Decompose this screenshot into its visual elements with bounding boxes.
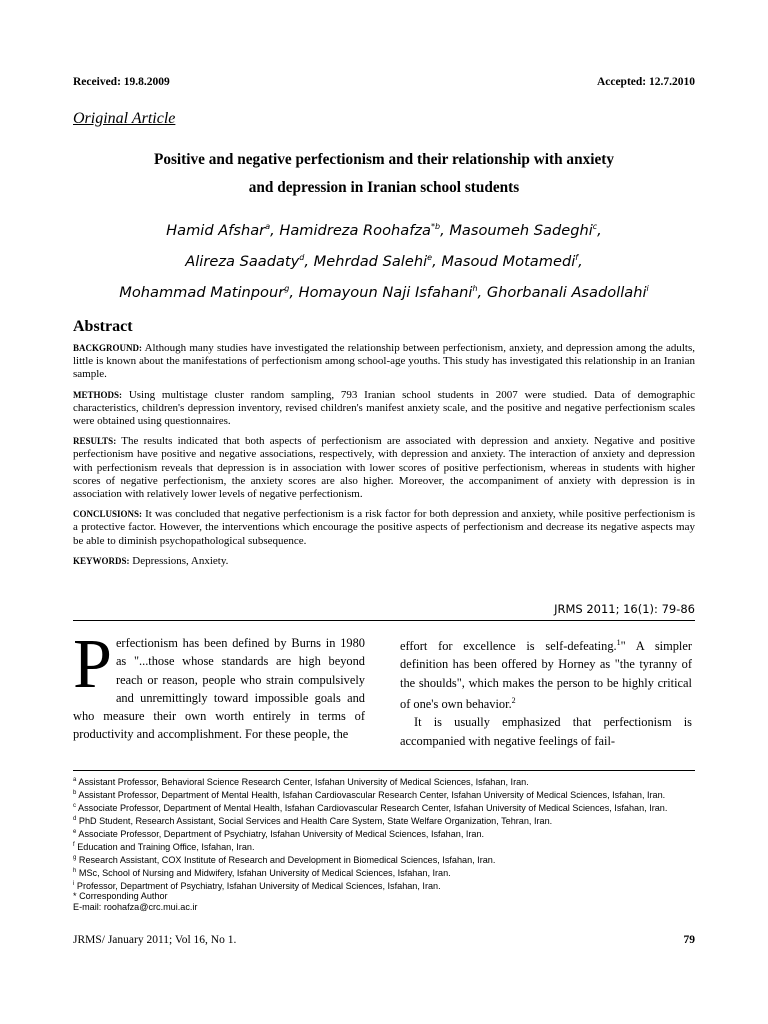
section-label: BACKGROUND:	[73, 343, 142, 353]
author-affiliation: a	[265, 222, 271, 231]
section-text: Although many studies have investigated the relationship between perfectionism, anxiety, and depression among the adults, little is known about the manifestations of perfectionism among school-age youths. This study has investigated this relationship in an Iranian sample.	[73, 342, 695, 381]
abstract-heading: Abstract	[73, 318, 133, 335]
footnote-marker: c	[73, 802, 76, 809]
author-name: Hamid Afshar	[166, 221, 266, 239]
author-name: Ghorbanali Asadollahi	[486, 283, 647, 301]
footnote-text: Associate Professor, Department of Mental Health, Isfahan Cardiovascular Research Center, Isfahan University of Medical Sciences, Isfahan, Iran.	[78, 802, 668, 813]
intro-paragraph	[73, 626, 365, 744]
author-affiliation: d	[299, 252, 305, 262]
section-text: Using multistage cluster random sampling, 793 Iranian school students in 2007 were studied. Data of demographic characteristics, children's depression inventory, revised children's manifest anxiety scale, and the positive and negative perfectionism scales were obtained using questionnaires.	[73, 388, 695, 428]
section-divider	[73, 620, 695, 621]
author-name: Alireza Saadaty	[185, 252, 300, 270]
reference-marker: 2	[511, 696, 516, 706]
author-name: Masoud Motamedi	[441, 252, 576, 270]
abstract-methods	[73, 389, 695, 429]
footnote-item	[73, 853, 698, 866]
author-list	[73, 213, 695, 306]
section-label: CONCLUSIONS:	[73, 509, 143, 520]
page-footer	[73, 934, 695, 946]
author-name: Mehrdad Salehi	[313, 252, 428, 270]
footnote-item	[73, 814, 698, 827]
footnote-marker: f	[73, 841, 75, 848]
dates-row	[73, 76, 695, 88]
footnote-item	[73, 840, 698, 853]
footnote-text: Research Assistant, COX Institute of Research and Development in Biomedical Sciences, Isfahan, Iran.	[78, 854, 496, 865]
footnote-item	[73, 801, 698, 814]
article-type: Original Article	[73, 110, 176, 127]
page-number: 79	[683, 934, 695, 946]
drop-cap: P	[73, 626, 112, 703]
paragraph-text: " A simpler definition has been offered by Horney as "the tyranny of the shoulds", which makes the person to be highly critical of one's own behavior.	[400, 639, 692, 712]
author-line-1: Hamid Afshar$^a$, Hamidreza Roohafza$^{*b}$, Masoumeh Sadeghi$^c$,	[166, 221, 602, 239]
article-title	[73, 146, 695, 202]
paragraph-text: erfectionism has been defined by Burns in 1980 as "...those whose standards are high beyond reach or reason, people who strain compulsively and unremittingly toward impossible goals and who measure their own worth entirely in terms of productivity and accomplishment. For these people, the	[73, 636, 365, 742]
author-line-2: Alireza Saadaty$^d$, Mehrdad Salehi$^e$, Masoud Motamedi$^f$,	[185, 252, 583, 270]
section-text: Depressions, Anxiety.	[132, 554, 229, 567]
author-line-3: Mohammad Matinpour$^g$, Homayoun Naji Isfahani$^h$, Ghorbanali Asadollahi$^i$	[119, 283, 649, 301]
author-name: Hamidreza Roohafza	[279, 221, 431, 239]
body-column-right	[400, 634, 692, 750]
footnotes	[73, 775, 698, 913]
footnote-marker: b	[73, 789, 77, 796]
section-label: RESULTS:	[73, 436, 117, 447]
author-affiliation: f	[575, 252, 579, 262]
footnote-marker: h	[73, 867, 77, 874]
footnote-text: Assistant Professor, Behavioral Science Research Center, Isfahan University of Medical Sciences, Isfahan, Iran.	[78, 777, 529, 788]
footnote-text: PhD Student, Research Assistant, Social Services and Health Care System, State Welfare Organization, Tehran, Iran.	[78, 815, 553, 826]
footnote-divider	[73, 770, 695, 771]
footnote-marker: g	[73, 854, 77, 861]
abstract-body	[73, 342, 695, 575]
author-name: Mohammad Matinpour	[119, 283, 285, 301]
footnote-text: MSc, School of Nursing and Midwifery, Isfahan University of Medical Sciences, Isfahan, Iran.	[78, 867, 451, 878]
section-label: KEYWORDS:	[73, 555, 130, 566]
author-affiliation: h	[472, 283, 478, 293]
title-line-1: Positive and negative perfectionism and their relationship with anxiety	[153, 151, 615, 168]
footnote-text: Associate Professor, Department of Psychiatry, Isfahan University of Medical Sciences, Isfahan, Iran.	[78, 828, 485, 839]
journal-issue: JRMS/ January 2011; Vol 16, No 1.	[73, 934, 237, 946]
accepted-date: Accepted: 12.7.2010	[596, 76, 695, 88]
author-affiliation: g	[284, 283, 290, 293]
corresponding-email[interactable]: E-mail: roohafza@crc.mui.ac.ir	[73, 902, 198, 913]
author-affiliation: e	[427, 252, 433, 262]
footnote-item	[73, 775, 698, 788]
footnote-marker: i	[73, 880, 75, 887]
footnote-item	[73, 879, 698, 892]
reference-marker: 1	[616, 638, 621, 647]
received-date: Received: 19.8.2009	[73, 76, 170, 88]
author-affiliation: i	[646, 283, 649, 293]
author-name: Masoumeh Sadeghi	[449, 221, 593, 239]
abstract-background	[73, 342, 695, 382]
body-column-left	[73, 626, 365, 744]
journal-citation: JRMS 2011; 16(1): 79-86	[554, 602, 695, 616]
section-text: The results indicated that both aspects of perfectionism are associated with depression and anxiety. Negative and positive perfectionism have positive and negative associations, respectively, with depression and anxiety. The interaction of anxiety and depression with perfectionism reveals that depression is in association with lower scores of positive perfectionism, whereas in students with higher scores of negative perfectionism, the anxiety scores are also higher. Moreover, the accompaniment of anxiety with depression is in association with relatively lower levels of negative perfectionism.	[73, 435, 695, 501]
abstract-conclusions	[73, 508, 695, 548]
footnote-item	[73, 891, 698, 902]
footnote-marker: a	[73, 777, 77, 783]
footnote-item	[73, 827, 698, 840]
abstract-keywords	[73, 555, 695, 568]
footnote-text: Professor, Department of Psychiatry, Isfahan University of Medical Sciences, Isfahan, Iran.	[76, 880, 441, 891]
continued-paragraph	[400, 634, 692, 713]
author-affiliation: *b	[430, 222, 441, 231]
paragraph-text: effort for excellence is self-defeating.	[400, 639, 617, 654]
footnote-text: Education and Training Office, Isfahan, Iran.	[77, 841, 255, 852]
second-paragraph: It is usually emphasized that perfectionism is accompanied with negative feelings of fail-	[400, 715, 692, 748]
section-text: It was concluded that negative perfectionism is a risk factor for both depression and anxiety, while positive perfectionism is a protective factor. However, the interventions which encourage the positive aspects of perfectionism and decrease its negative aspects may be able to diminish psychopathological subsequence.	[73, 508, 696, 547]
author-name: Homayoun Naji Isfahani	[298, 283, 473, 301]
footnote-item	[73, 866, 698, 879]
footnote-item	[73, 788, 698, 801]
footnote-marker: *	[73, 891, 77, 902]
footnote-text: Corresponding Author	[79, 891, 168, 902]
section-label: METHODS:	[73, 389, 123, 400]
footnote-marker: e	[73, 828, 77, 835]
footnote-marker: d	[73, 815, 77, 822]
abstract-results	[73, 435, 695, 501]
title-line-2: and depression in Iranian school students	[248, 179, 520, 196]
author-affiliation: c	[592, 222, 598, 231]
footnote-text: Assistant Professor, Department of Mental Health, Isfahan Cardiovascular Research Center, Isfahan University of Medical Sciences, Isfahan, Iran.	[78, 789, 666, 800]
